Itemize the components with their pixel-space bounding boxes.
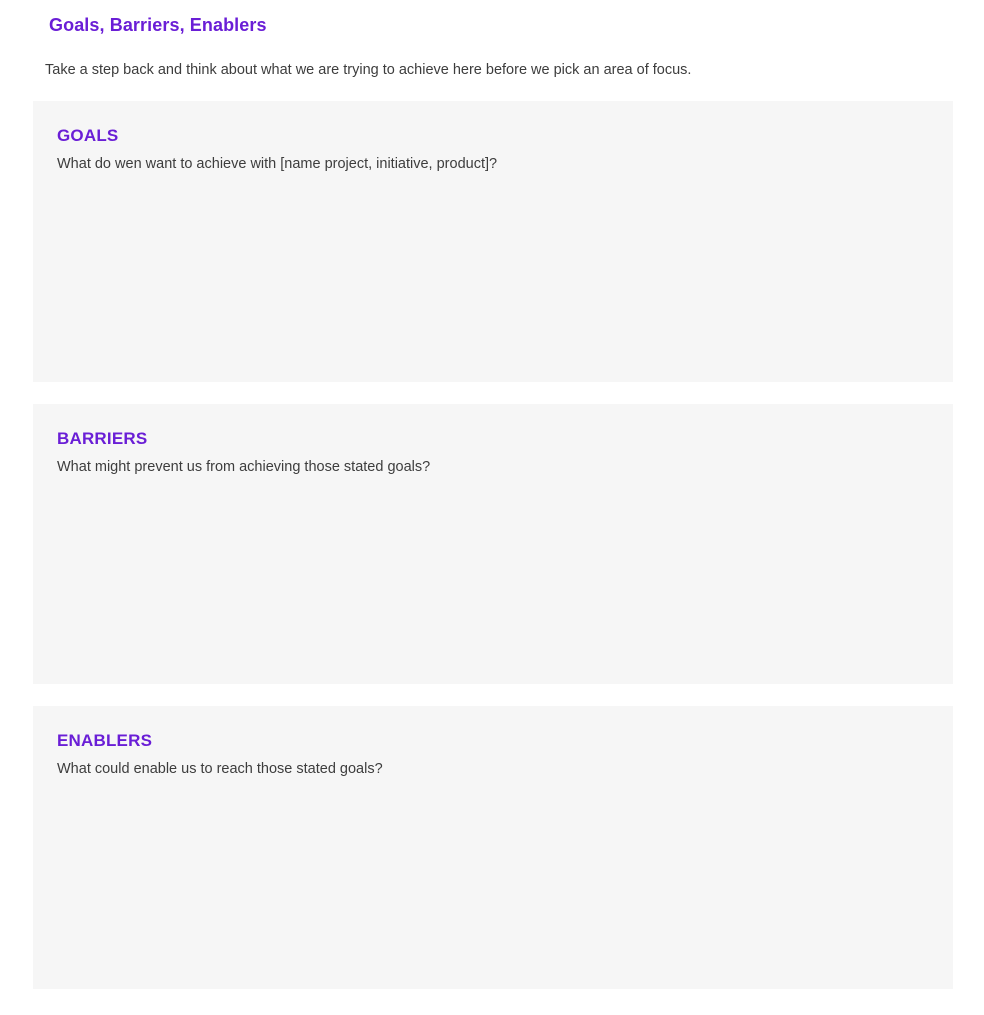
goals-area[interactable] — [33, 101, 953, 382]
goals-heading: GOALS — [57, 126, 119, 145]
enablers-area[interactable] — [33, 706, 953, 989]
barriers-heading: BARRIERS — [57, 429, 148, 448]
page-title: Goals, Barriers, Enablers — [49, 15, 267, 35]
enablers-heading: ENABLERS — [57, 731, 153, 750]
page-subtitle: Take a step back and think about what we are trying to achieve here before we pick an area of focus. — [45, 62, 692, 78]
goals-prompt: What do wen want to achieve with [name project, initiative, product]? — [57, 156, 498, 172]
barriers-prompt: What might prevent us from achieving those stated goals? — [57, 459, 431, 475]
barriers-area[interactable] — [33, 404, 953, 684]
enablers-prompt: What could enable us to reach those stated goals? — [57, 761, 383, 777]
